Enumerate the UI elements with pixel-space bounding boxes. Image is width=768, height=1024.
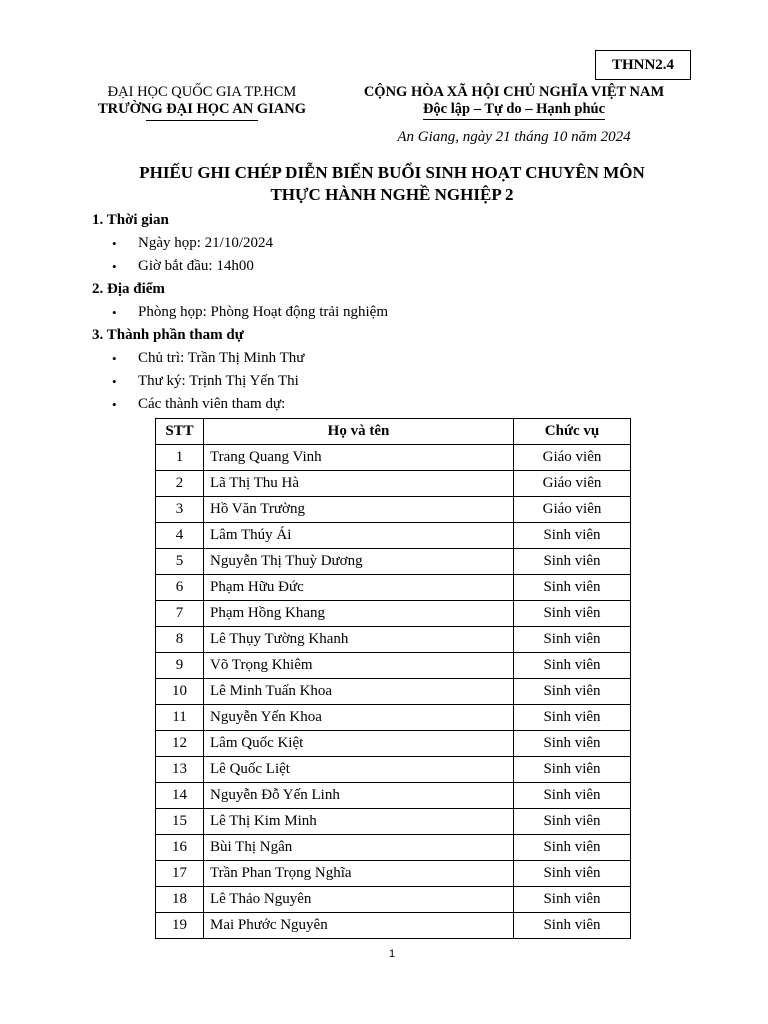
table-row [156, 913, 631, 939]
cell-stt: 16 [156, 835, 204, 861]
table-row [156, 653, 631, 679]
cell-role: Sinh viên [514, 549, 631, 575]
cell-name: Võ Trọng Khiêm [204, 653, 514, 679]
cell-name: Lã Thị Thu Hà [204, 471, 514, 497]
cell-stt: 6 [156, 575, 204, 601]
cell-role: Sinh viên [514, 757, 631, 783]
cell-name: Trần Phan Trọng Nghĩa [204, 861, 514, 887]
cell-role: Sinh viên [514, 601, 631, 627]
table-row [156, 627, 631, 653]
cell-stt: 10 [156, 679, 204, 705]
cell-name: Nguyễn Đỗ Yến Linh [204, 783, 514, 809]
cell-role: Sinh viên [514, 835, 631, 861]
cell-role: Sinh viên [514, 809, 631, 835]
cell-stt: 15 [156, 809, 204, 835]
document-title [90, 162, 694, 206]
table-header-row [156, 419, 631, 445]
cell-stt: 8 [156, 627, 204, 653]
section-location-heading: 2. Địa điểm [92, 281, 165, 297]
cell-stt: 1 [156, 445, 204, 471]
cell-name: Lê Thụy Tường Khanh [204, 627, 514, 653]
cell-name: Lê Thảo Nguyên [204, 887, 514, 913]
list-item: • Ngày họp: 21/10/2024 [92, 232, 692, 255]
table-row [156, 679, 631, 705]
cell-stt: 18 [156, 887, 204, 913]
document-body [92, 209, 692, 416]
table-row [156, 549, 631, 575]
cell-role: Sinh viên [514, 731, 631, 757]
cell-stt: 9 [156, 653, 204, 679]
issuer-line-2: TRƯỜNG ĐẠI HỌC AN GIANG [97, 101, 307, 117]
cell-name: Lâm Quốc Kiệt [204, 731, 514, 757]
table-row [156, 731, 631, 757]
table-row [156, 705, 631, 731]
section-participants-list [92, 347, 692, 416]
cell-role: Sinh viên [514, 887, 631, 913]
cell-name: Bùi Thị Ngân [204, 835, 514, 861]
issuer-underline [146, 120, 258, 121]
form-code-box [595, 50, 691, 80]
national-header [340, 84, 688, 146]
cell-name: Lê Thị Kim Minh [204, 809, 514, 835]
table-row [156, 497, 631, 523]
cell-role: Sinh viên [514, 575, 631, 601]
list-item: • Thư ký: Trịnh Thị Yến Thi [92, 370, 692, 393]
cell-role: Giáo viên [514, 471, 631, 497]
cell-name: Nguyễn Yến Khoa [204, 705, 514, 731]
cell-role: Sinh viên [514, 627, 631, 653]
table-row [156, 887, 631, 913]
cell-role: Sinh viên [514, 705, 631, 731]
header-name: Họ và tên [204, 419, 514, 445]
section-time-list [92, 232, 692, 278]
table-row [156, 601, 631, 627]
cell-role: Sinh viên [514, 913, 631, 939]
table-row [156, 445, 631, 471]
section-participants-heading: 3. Thành phần tham dự [92, 327, 244, 343]
list-item: • Chủ trì: Trần Thị Minh Thư [92, 347, 692, 370]
title-line-1: PHIẾU GHI CHÉP DIỄN BIẾN BUỔI SINH HOẠT CHUYÊN MÔN [139, 163, 645, 182]
cell-role: Sinh viên [514, 653, 631, 679]
title-line-2: THỰC HÀNH NGHỀ NGHIỆP 2 [270, 185, 514, 204]
national-motto-line-2: Độc lập – Tự do – Hạnh phúc [423, 101, 605, 120]
cell-name: Hồ Văn Trường [204, 497, 514, 523]
cell-stt: 4 [156, 523, 204, 549]
list-item: • Phòng họp: Phòng Hoạt động trải nghiệm [92, 301, 692, 324]
cell-stt: 13 [156, 757, 204, 783]
table-row [156, 783, 631, 809]
cell-name: Phạm Hữu Đức [204, 575, 514, 601]
cell-stt: 5 [156, 549, 204, 575]
section-location-list [92, 301, 692, 324]
cell-role: Giáo viên [514, 497, 631, 523]
table-row [156, 471, 631, 497]
cell-name: Nguyễn Thị Thuỳ Dương [204, 549, 514, 575]
table-row [156, 523, 631, 549]
cell-name: Phạm Hồng Khang [204, 601, 514, 627]
table-row [156, 835, 631, 861]
document-date: An Giang, ngày 21 tháng 10 năm 2024 [397, 129, 631, 145]
cell-role: Sinh viên [514, 679, 631, 705]
header-stt: STT [156, 419, 204, 445]
table-row [156, 861, 631, 887]
cell-stt: 3 [156, 497, 204, 523]
cell-name: Mai Phước Nguyên [204, 913, 514, 939]
table-row [156, 575, 631, 601]
cell-name: Trang Quang Vinh [204, 445, 514, 471]
cell-stt: 7 [156, 601, 204, 627]
cell-stt: 11 [156, 705, 204, 731]
cell-stt: 14 [156, 783, 204, 809]
cell-stt: 12 [156, 731, 204, 757]
issuer-line-1: ĐẠI HỌC QUỐC GIA TP.HCM [107, 84, 297, 100]
cell-role: Sinh viên [514, 523, 631, 549]
cell-role: Sinh viên [514, 783, 631, 809]
cell-role: Sinh viên [514, 861, 631, 887]
cell-stt: 19 [156, 913, 204, 939]
cell-name: Lê Minh Tuấn Khoa [204, 679, 514, 705]
cell-name: Lâm Thúy Ái [204, 523, 514, 549]
list-item: • Các thành viên tham dự: [92, 393, 692, 416]
table-row [156, 757, 631, 783]
cell-stt: 2 [156, 471, 204, 497]
members-table [155, 418, 631, 939]
members-table-body [156, 445, 631, 939]
page-number: 1 [388, 948, 396, 960]
issuer-header [86, 84, 318, 121]
table-row [156, 809, 631, 835]
cell-role: Giáo viên [514, 445, 631, 471]
form-code: THNN2.4 [611, 56, 675, 73]
list-item: • Giờ bắt đầu: 14h00 [92, 255, 692, 278]
cell-name: Lê Quốc Liệt [204, 757, 514, 783]
section-time-heading: 1. Thời gian [92, 212, 169, 228]
header-role: Chức vụ [514, 419, 631, 445]
cell-stt: 17 [156, 861, 204, 887]
national-motto-line-1: CỘNG HÒA XÃ HỘI CHỦ NGHĨA VIỆT NAM [363, 84, 665, 100]
